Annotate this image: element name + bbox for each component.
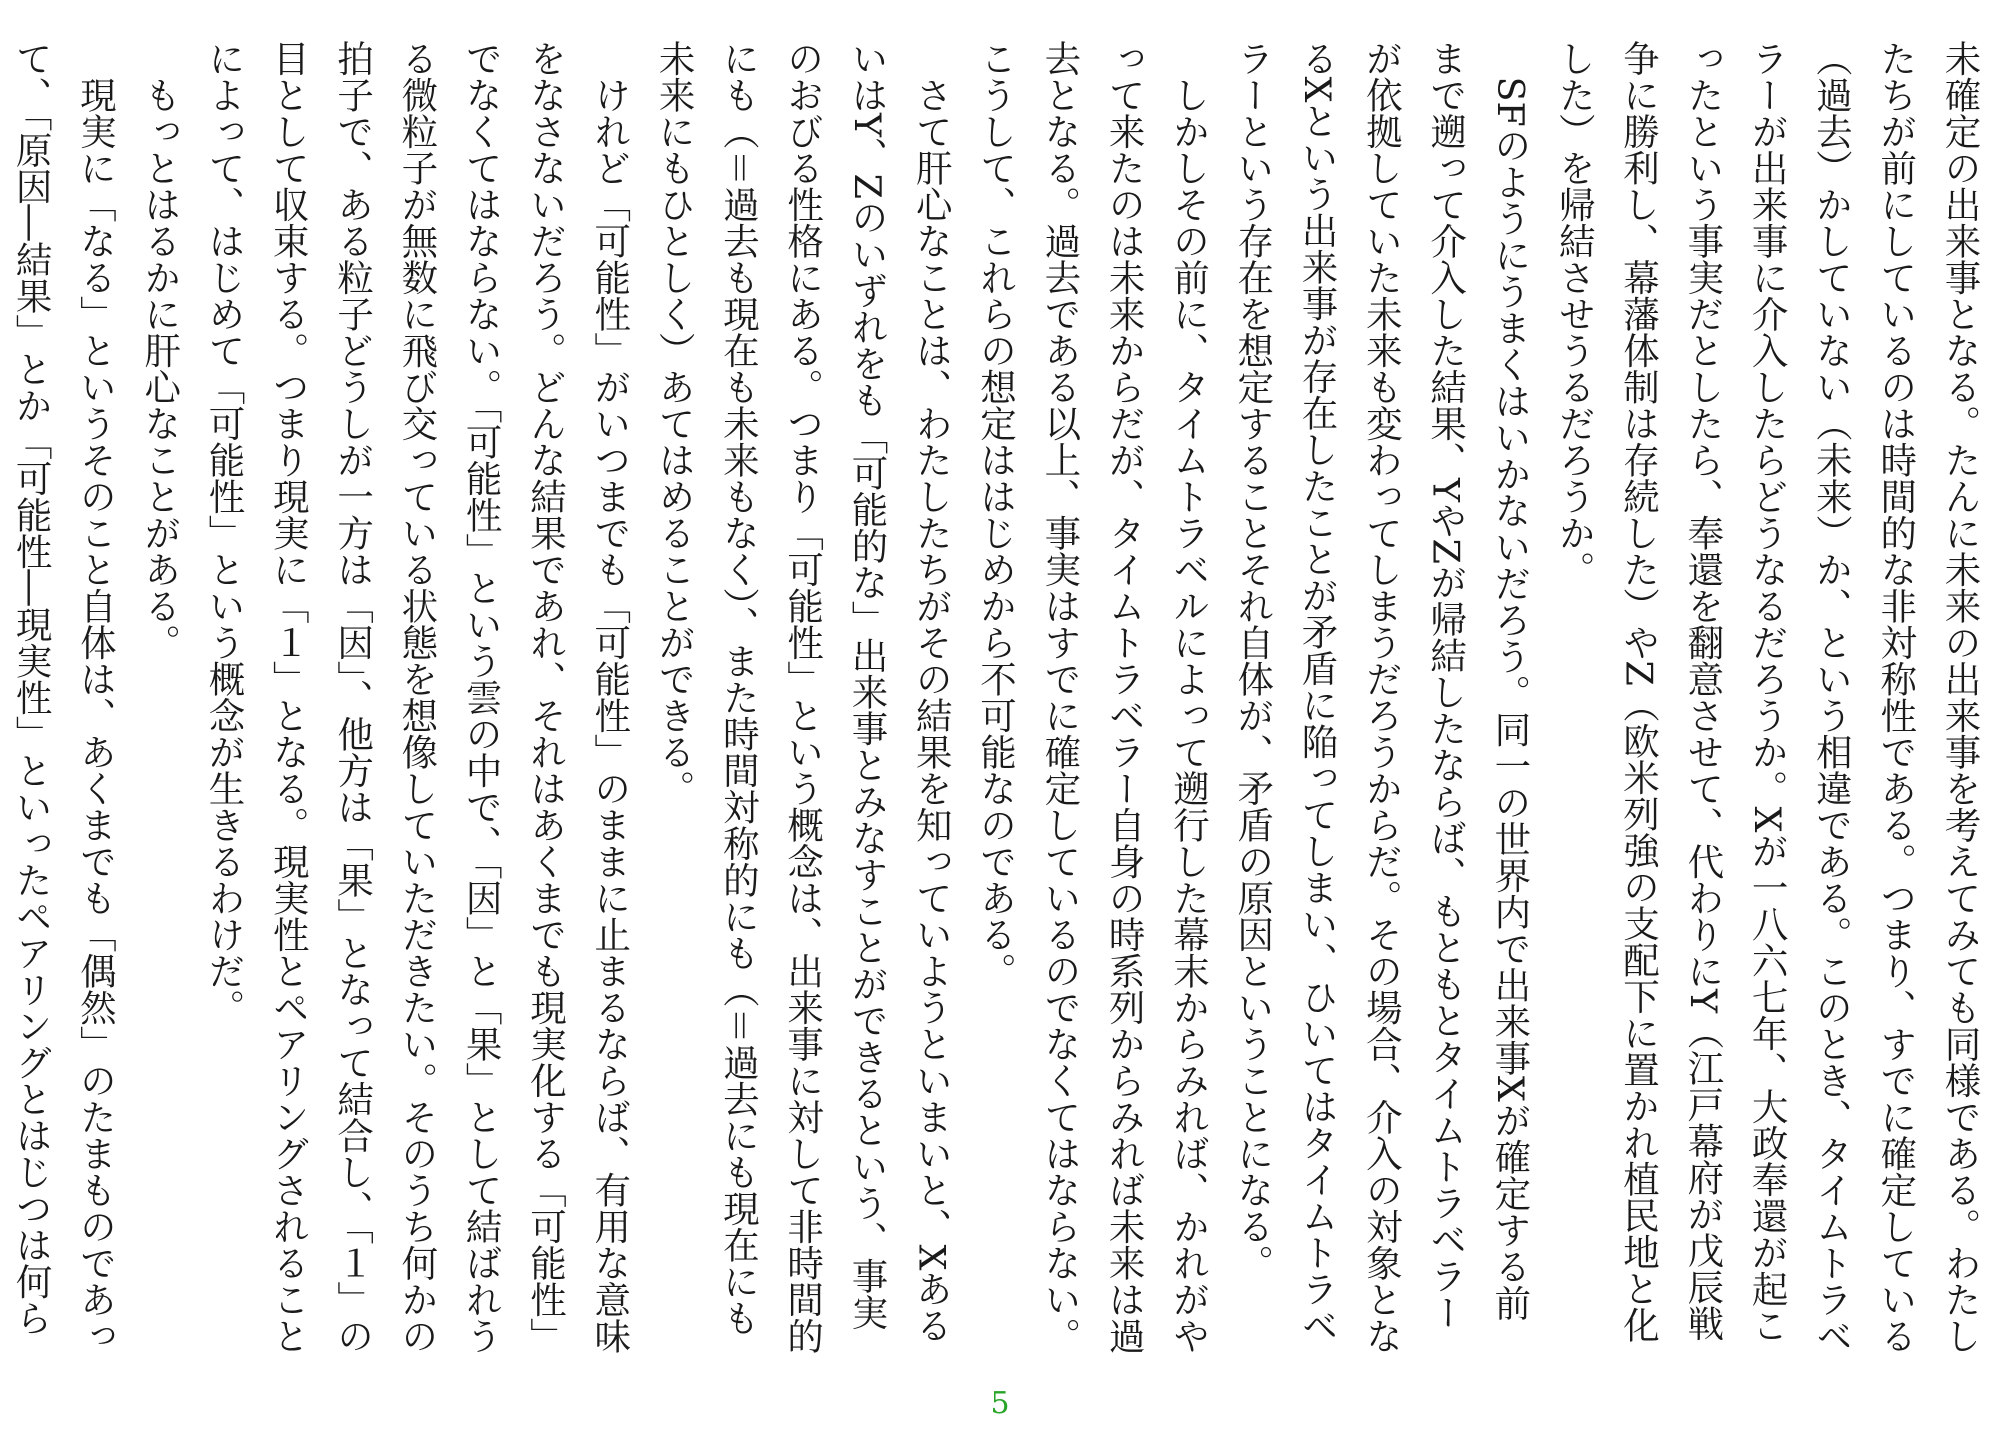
text-line-16: こうして、これらの想定ははじめから不可能なのである。 <box>974 40 1018 989</box>
text-line-4: ラーが出来事に介入したらどうなるだろうか。Xが一八六七年、大政奉還が起こ <box>1746 40 1790 1344</box>
text-line-25: る微粒子が無数に飛び交っている状態を想像していただきたい。そのうち何かの <box>395 40 439 1354</box>
text-line-30: 現実に「なる」というそのこと自体は、あくまでも「偶然」のたまものであっ <box>74 40 118 1354</box>
text-line-27: 目として収束する。つまり現実に「１」となる。現実性とペアリングされること <box>267 40 311 1354</box>
text-line-17: さて肝心なことは、わたしたちがその結果を知っていようといまいと、Xある <box>910 40 954 1344</box>
text-line-18: いはY、Zのいずれをも「可能的な」出来事とみなすことができるという、事実 <box>845 40 889 1331</box>
text-line-26: 拍子で、ある粒子どうしが一方は「因」、他方は「果」となって結合し、「１」の <box>331 40 375 1354</box>
text-line-10: が依拠していた未来も変わってしまうだろうからだ。その場合、介入の対象とな <box>1360 40 1404 1354</box>
text-line-5: ったという事実だとしたら、奉還を翻意させて、代わりにY（江戸幕府が戊辰戦 <box>1681 40 1725 1342</box>
text-line-22: けれど「可能性」がいつまでも「可能性」のままに止まるならば、有用な意味 <box>588 40 632 1354</box>
page-number: 5 <box>990 1386 1010 1421</box>
text-line-31: て、「原因―結果」とか「可能性―現実性」といったペアリングとはじつは何ら <box>10 40 54 1336</box>
text-line-8: SFのようにうまくはいかないだろう。同一の世界内で出来事Xが確定する前 <box>1488 40 1532 1321</box>
text-line-3: （過去）かしていない（未来）か、という相違である。このとき、タイムトラベ <box>1810 40 1854 1354</box>
text-line-23: をなさないだろう。どんな結果であれ、それはあくまでも現実化する「可能性」 <box>524 40 568 1354</box>
text-line-7: した）を帰結させうるだろうか。 <box>1553 40 1597 588</box>
text-line-20: にも（＝過去も現在も未来もなく）、また時間対称的にも（＝過去にも現在にも <box>717 40 761 1336</box>
text-line-21: 未来にもひとしく）あてはめることができる。 <box>653 40 697 807</box>
text-line-29: もっとはるかに肝心なことがある。 <box>138 40 182 661</box>
text-line-6: 争に勝利し、幕藩体制は存続した）やZ（欧米列強の支配下に置かれ植民地と化 <box>1617 40 1661 1343</box>
text-line-19: のおびる性格にある。つまり「可能性」という概念は、出来事に対して非時間的 <box>781 40 825 1354</box>
text-line-2: たちが前にしているのは時間的な非対称性である。つまり、すでに確定している <box>1874 40 1918 1354</box>
text-line-11: るXという出来事が存在したことが矛盾に陥ってしまい、ひいてはタイムトラベ <box>1296 40 1340 1344</box>
text-line-9: まで遡って介入した結果、YやZが帰結したならば、もともとタイムトラベラー <box>1424 40 1468 1331</box>
text-line-12: ラーという存在を想定することそれ自体が、矛盾の原因ということになる。 <box>1231 40 1275 1281</box>
text-line-28: によって、はじめて「可能性」という概念が生きるわけだ。 <box>202 40 246 1026</box>
text-line-24: でなくてはならない。「可能性」という雲の中で、「因」と「果」として結ばれう <box>460 40 504 1354</box>
text-line-14: って来たのは未来からだが、タイムトラベラー自身の時系列からみれば未来は過 <box>1103 40 1147 1354</box>
text-line-13: しかしその前に、タイムトラベルによって遡行した幕末からみれば、かれがや <box>1167 40 1211 1354</box>
text-line-1: 未確定の出来事となる。たんに未来の出来事を考えてみても同様である。わたし <box>1939 40 1982 1354</box>
vertical-text-body <box>7 40 1992 1385</box>
text-line-15: 去となる。過去である以上、事実はすでに確定しているのでなくてはならない。 <box>1038 40 1082 1354</box>
